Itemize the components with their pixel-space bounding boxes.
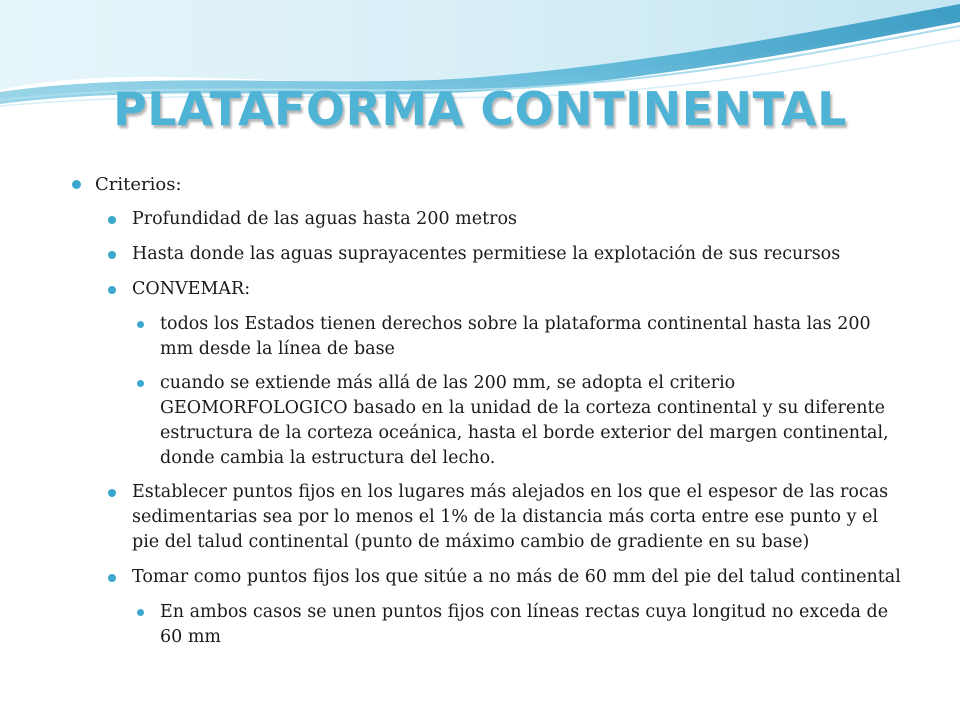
bullet-lineas-rectas: En ambos casos se unen puntos fijos con líneas rectas cuya longitud no exceda de 60 mm (0, 600, 900, 650)
bullet-puntos-fijos-rocas: Establecer puntos fijos en los lugares más alejados en los que el espesor de las rocas sedimentarias sea por lo menos el 1% de la distancia más corta entre ese punto y el pie del talud continental (punto de máximo cambio de gradiente en su base) (0, 480, 902, 555)
bullet-puntos-fijos-talud: Tomar como puntos fijos los que sitúe a no más de 60 mm del pie del talud continental (0, 565, 902, 590)
bullet-convemar: CONVEMAR: (0, 277, 902, 302)
bullet-explotacion: Hasta donde las aguas suprayacentes permitiese la explotación de sus recursos (0, 242, 902, 267)
bullet-criterios: Criterios: (0, 172, 885, 197)
bullet-criterio-geomorfologico: cuando se extiende más allá de las 200 mm, se adopta el criterio GEOMORFOLOGICO basado en la unidad de la corteza continental y su diferente estructura de la corteza oceánica, hasta el borde exterior del margen continental, donde cambia la estructura del lecho. (0, 371, 900, 471)
page-title: PLATAFORMA CONTINENTAL (113, 82, 847, 136)
bullet-estados-derechos: todos los Estados tienen derechos sobre la plataforma continental hasta las 200 mm desde la línea de base (0, 312, 900, 362)
bullet-profundidad: Profundidad de las aguas hasta 200 metros (0, 207, 902, 232)
bullet-list (0, 172, 960, 659)
